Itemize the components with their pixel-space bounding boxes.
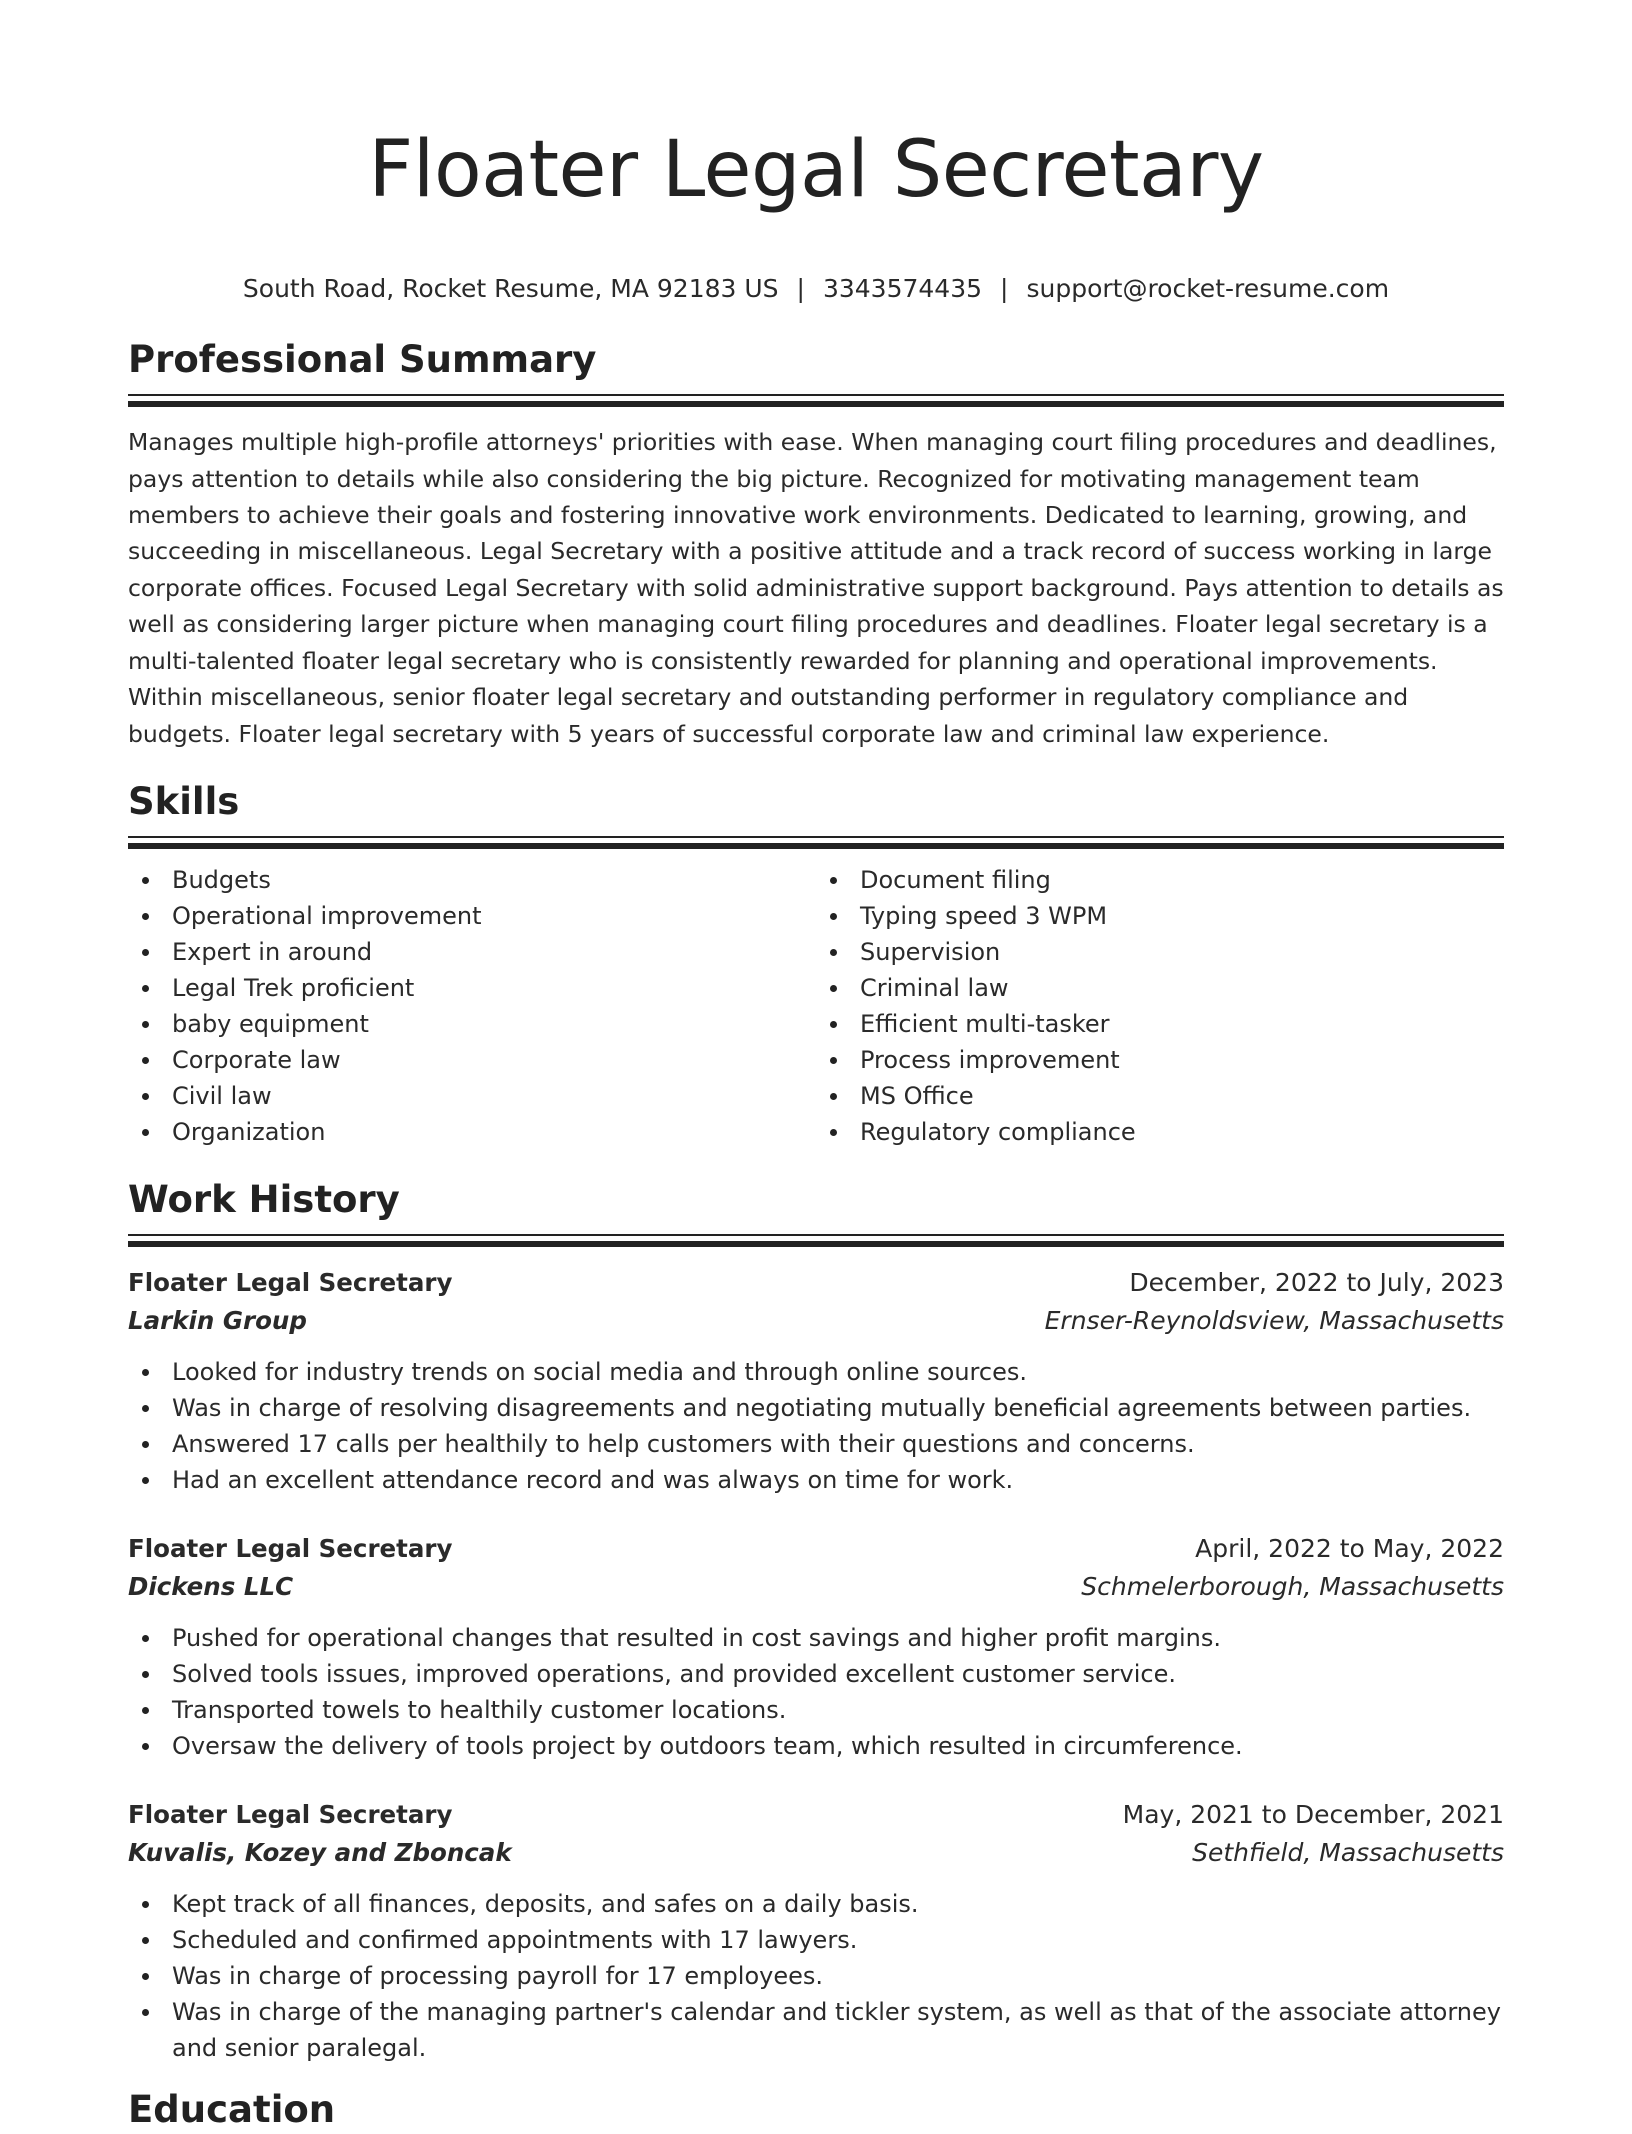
skills-list-left — [128, 862, 816, 1150]
skill-item: Supervision — [860, 934, 1504, 970]
job-location: Ernser-Reynoldsview, Massachusetts — [1044, 1305, 1504, 1335]
job-title: Floater Legal Secretary — [128, 1267, 453, 1297]
skill-item: Organization — [172, 1114, 816, 1150]
job-bullet: Was in charge of the managing partner's calendar and tickler system, as well as that of the associate attorney and senior paralegal. — [172, 1994, 1504, 2066]
job-title: Floater Legal Secretary — [128, 1533, 453, 1563]
skill-item: Typing speed 3 WPM — [860, 898, 1504, 934]
section-divider — [128, 394, 1504, 406]
resume-page — [128, 0, 1504, 2134]
job-bullet: Kept track of all finances, deposits, and safes on a daily basis. — [172, 1886, 1504, 1922]
contact-separator: | — [796, 274, 805, 304]
job-bullet: Pushed for operational changes that resulted in cost savings and higher profit margins. — [172, 1620, 1504, 1656]
skill-item: Operational improvement — [172, 898, 816, 934]
skills-grid — [128, 862, 1504, 1150]
job-bullet: Scheduled and confirmed appointments with 17 lawyers. — [172, 1922, 1504, 1958]
section-title-work: Work History — [128, 1177, 400, 1221]
job-bullet: Answered 17 calls per healthily to help customers with their questions and concerns. — [172, 1426, 1504, 1462]
section-title-summary: Professional Summary — [128, 338, 597, 382]
job-entry — [128, 1796, 1504, 2066]
education-section — [128, 2086, 1504, 2134]
skill-item: Expert in around — [172, 934, 816, 970]
job-bullets — [128, 1886, 1504, 2066]
job-bullets — [128, 1620, 1504, 1764]
job-bullet: Was in charge of processing payroll for 17 employees. — [172, 1958, 1504, 1994]
job-subheader — [128, 1302, 1504, 1340]
job-bullet: Transported towels to healthily customer locations. — [172, 1692, 1504, 1728]
skill-item: Legal Trek proficient — [172, 970, 816, 1006]
skill-item: Process improvement — [860, 1042, 1504, 1078]
job-location: Sethfield, Massachusetts — [1192, 1837, 1504, 1867]
contact-email: support@rocket-resume.com — [1026, 274, 1390, 304]
job-bullet: Oversaw the delivery of tools project by outdoors team, which resulted in circumference. — [172, 1728, 1504, 1764]
job-title: Floater Legal Secretary — [128, 1799, 453, 1829]
job-header — [128, 1264, 1504, 1302]
job-header — [128, 1796, 1504, 1834]
contact-address: South Road, Rocket Resume, MA 92183 US — [242, 274, 779, 304]
job-company: Kuvalis, Kozey and Zboncak — [128, 1837, 512, 1867]
job-company: Larkin Group — [128, 1305, 307, 1335]
contact-phone: 3343574435 — [822, 274, 983, 304]
job-header — [128, 1530, 1504, 1568]
professional-summary-section — [128, 336, 1504, 752]
skill-item: Criminal law — [860, 970, 1504, 1006]
resume-name: Floater Legal Secretary — [368, 125, 1264, 215]
job-company: Dickens LLC — [128, 1571, 294, 1601]
job-bullet: Had an excellent attendance record and was always on time for work. — [172, 1462, 1504, 1498]
job-location: Schmelerborough, Massachusetts — [1081, 1571, 1504, 1601]
skill-item: MS Office — [860, 1078, 1504, 1114]
section-title-skills: Skills — [128, 779, 240, 823]
skill-item: Corporate law — [172, 1042, 816, 1078]
skill-item: Efficient multi-tasker — [860, 1006, 1504, 1042]
work-history-section — [128, 1176, 1504, 2066]
job-bullet: Solved tools issues, improved operations, and provided excellent customer service. — [172, 1656, 1504, 1692]
section-title-education: Education — [128, 2087, 336, 2131]
job-subheader — [128, 1568, 1504, 1606]
job-bullet: Was in charge of resolving disagreements and negotiating mutually beneficial agreements between parties. — [172, 1390, 1504, 1426]
job-bullet: Looked for industry trends on social media and through online sources. — [172, 1354, 1504, 1390]
section-divider — [128, 836, 1504, 848]
skills-list-right — [816, 862, 1504, 1150]
contact-separator: | — [1000, 274, 1009, 304]
skills-section — [128, 778, 1504, 1150]
job-dates: April, 2022 to May, 2022 — [1195, 1533, 1504, 1563]
skill-item: Civil law — [172, 1078, 816, 1114]
job-dates: May, 2021 to December, 2021 — [1122, 1799, 1504, 1829]
job-entry — [128, 1264, 1504, 1498]
job-bullets — [128, 1354, 1504, 1498]
skill-item: Regulatory compliance — [860, 1114, 1504, 1150]
skill-item: Document filing — [860, 862, 1504, 898]
job-subheader — [128, 1834, 1504, 1872]
skill-item: baby equipment — [172, 1006, 816, 1042]
job-entry — [128, 1530, 1504, 1764]
skill-item: Budgets — [172, 862, 816, 898]
summary-text: Manages multiple high-profile attorneys' priorities with ease. When managing court filing procedures and deadlines, pays attention to details while also considering the big picture. Recognized for motivating management team members to achieve their goals and fostering innovative work environments. Dedicated to learning, growing, and succeeding in miscellaneous. Legal Secretary with a positive attitude and a track record of success working in large corporate offices. Focused Legal Secretary with solid administrative support background. Pays attention to details as well as considering larger picture when managing court filing procedures and deadlines. Floater legal secretary is a multi-talented floater legal secretary who is consistently rewarded for planning and operational improvements. Within miscellaneous, senior floater legal secretary and outstanding performer in regulatory compliance and budgets. Floater legal secretary with 5 years of successful corporate law and criminal law experience. — [128, 428, 1504, 748]
job-dates: December, 2022 to July, 2023 — [1129, 1267, 1504, 1297]
contact-line — [128, 272, 1504, 306]
section-divider — [128, 1234, 1504, 1246]
